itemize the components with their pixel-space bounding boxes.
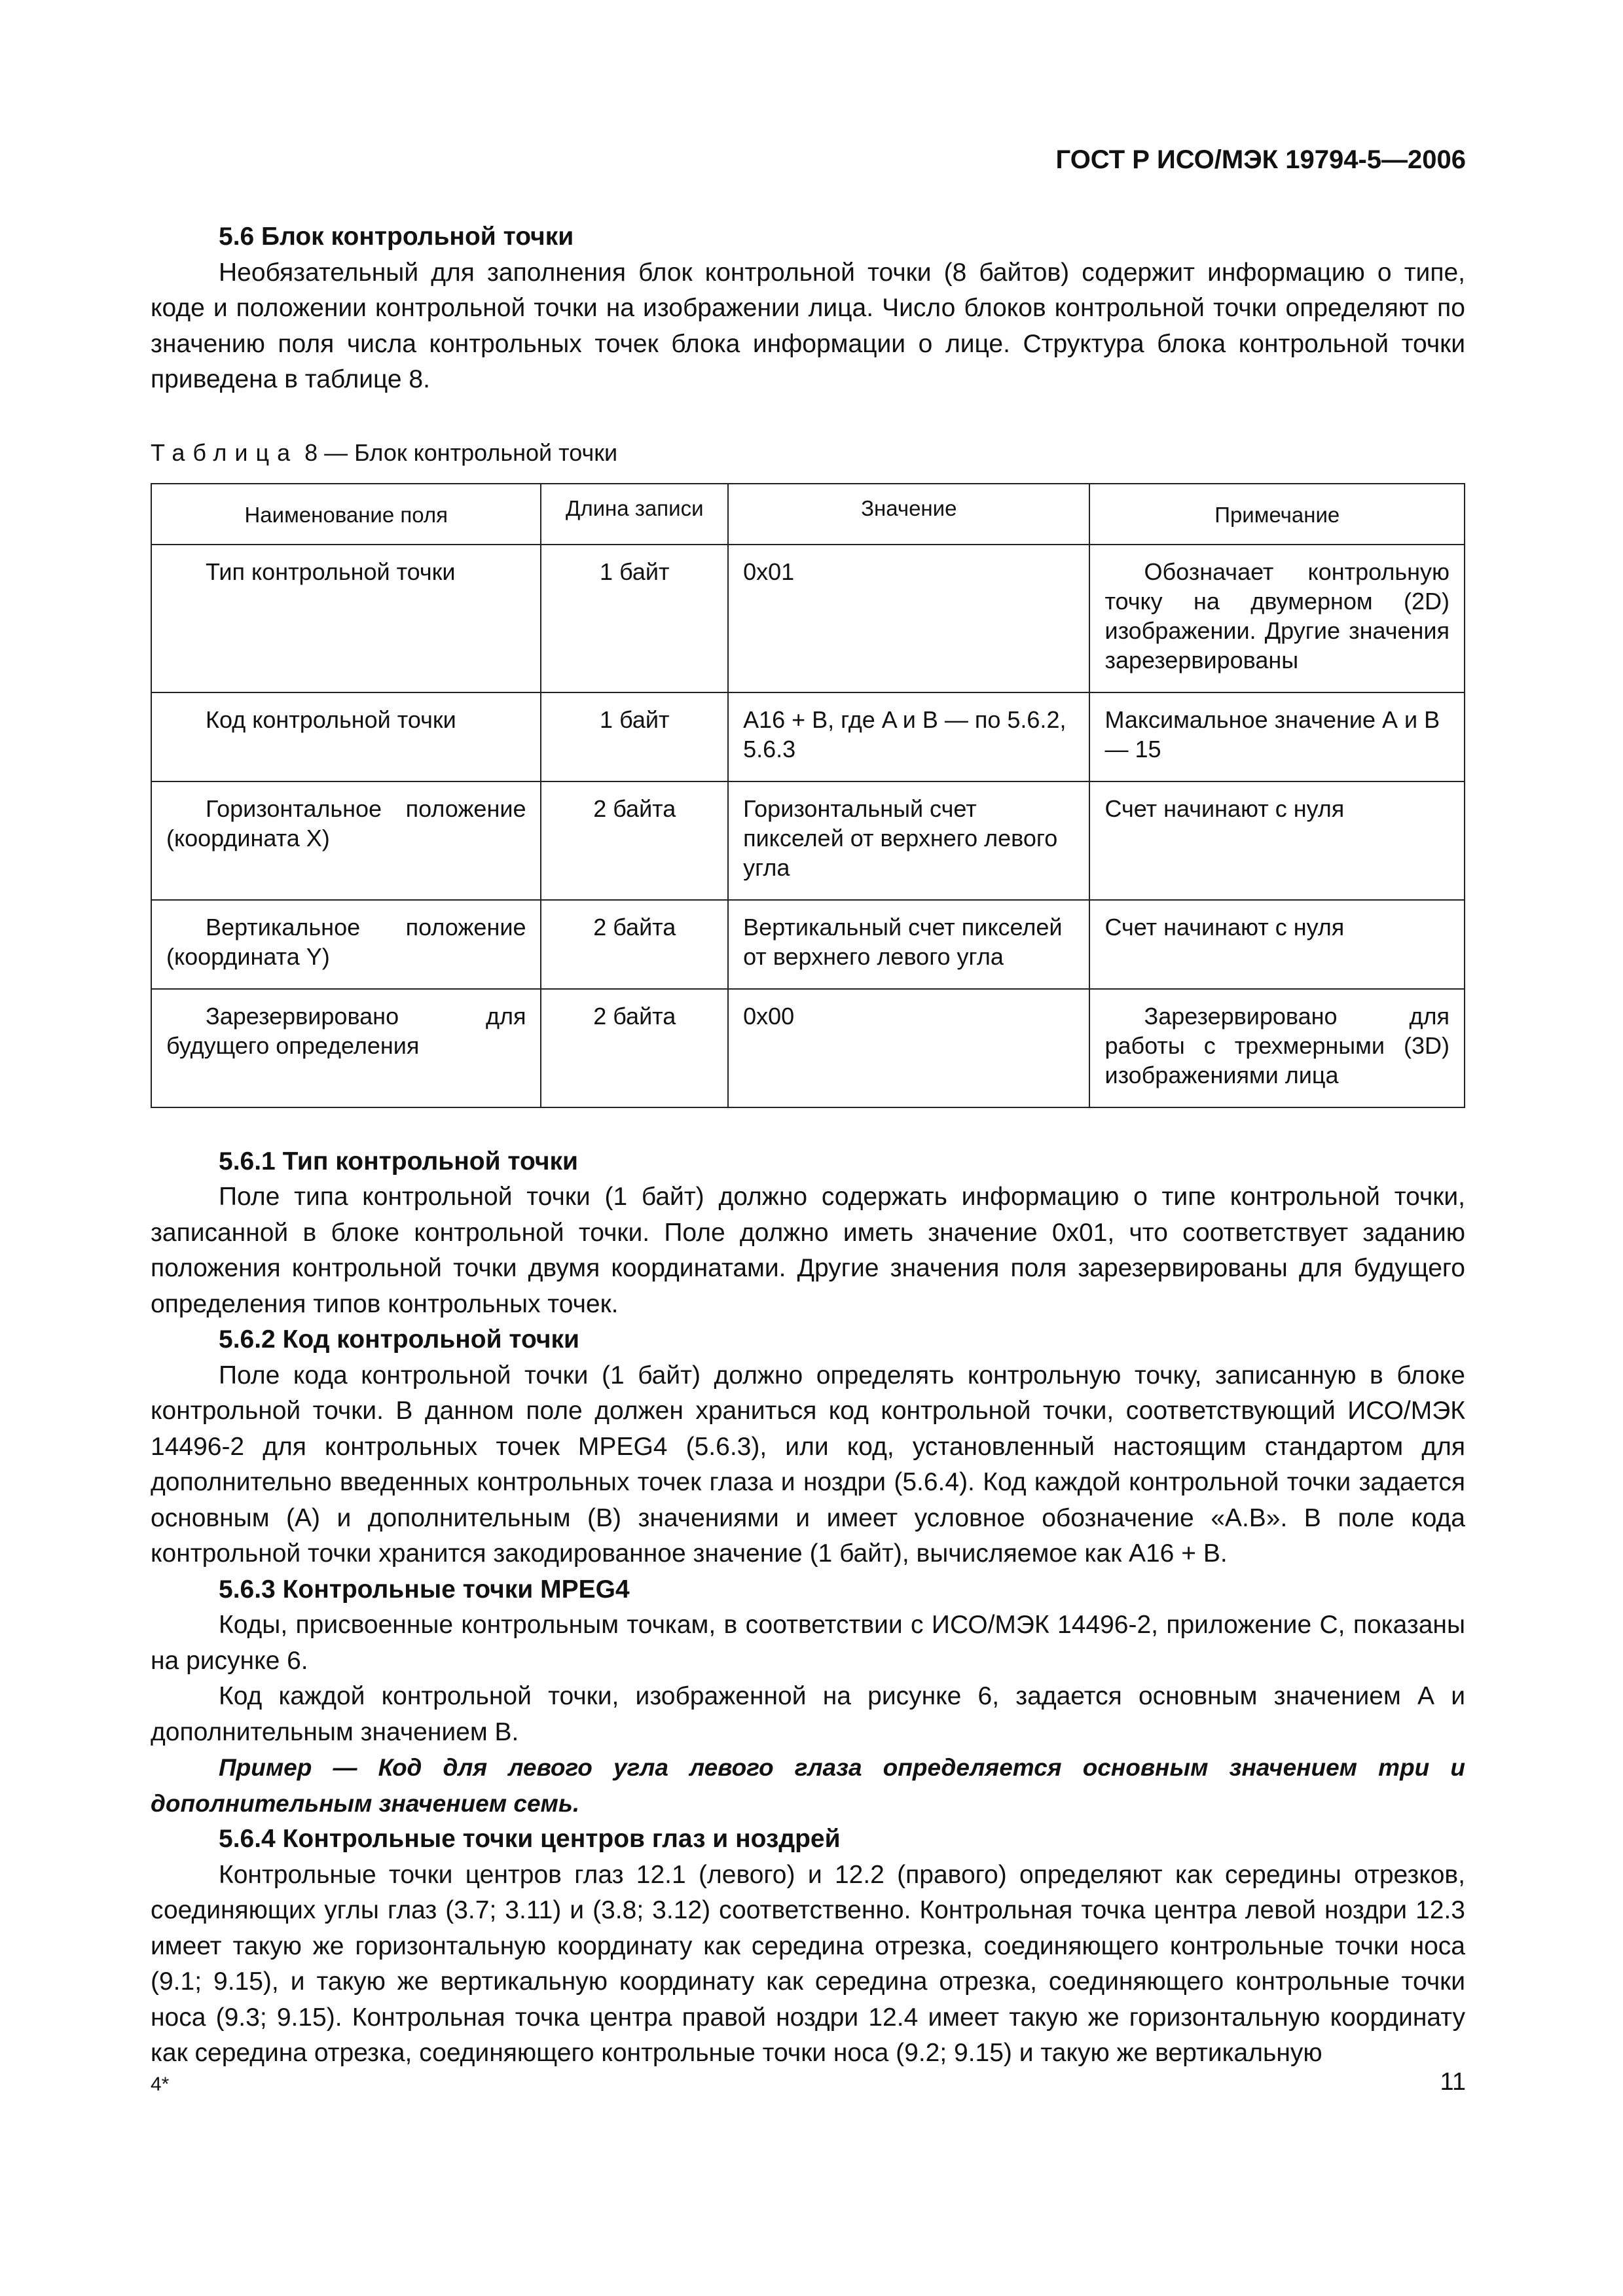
- cell-length: 1 байт: [541, 545, 728, 692]
- table-row: [151, 692, 1465, 781]
- section-5-6-4-text: Контрольные точки центров глаз 12.1 (левого) и 12.2 (правого) определяют как середины отрезков, соединяющих углы глаз (3.7; 3.11) и (3.8; 3.12) соответственно. Контрольная точка центра левой ноздри 12.3 имеет такую же горизонтальную координату как середина отрезка, соединяющего контрольные точки носа (9.1; 9.15), и такую же вертикальную координату как середина отрезка, соединяющего контрольные точки носа (9.3; 9.15). Контрольная точка центра правой ноздри 12.4 имеет такую же горизонтальную координату как середина отрезка, соединяющего контрольные точки носа (9.2; 9.15) и такую же вертикальную: [151, 1860, 1465, 2067]
- cell-note: Зарезервировано для работы с трехмерными (3D) изображениями лица: [1089, 989, 1465, 1107]
- section-5-6-3-example: Пример — Код для левого угла левого глаза определяется основным значением три и дополнительным значением семь.: [151, 1754, 1465, 1817]
- cell-field-name: Код контрольной точки: [151, 692, 541, 781]
- header-value: Значение: [728, 484, 1089, 544]
- cell-field-name: Горизонтальное положение (координата X): [151, 781, 541, 900]
- cell-field-name: Вертикальное положение (координата Y): [151, 900, 541, 989]
- cell-value: 0x01: [728, 545, 1089, 692]
- table-row: [151, 900, 1465, 989]
- table-row: [151, 989, 1465, 1107]
- header-length: Длина записи: [541, 484, 728, 544]
- table-header-row: [151, 484, 1465, 544]
- cell-value: A16 + B, где A и B — по 5.6.2, 5.6.3: [728, 692, 1089, 781]
- cell-length: 1 байт: [541, 692, 728, 781]
- section-5-6-3-title: 5.6.3 Контрольные точки MPEG4: [219, 1575, 630, 1604]
- cell-length: 2 байта: [541, 781, 728, 900]
- section-5-6-2-title: 5.6.2 Код контрольной точки: [219, 1325, 579, 1354]
- cell-note: Счет начинают с нуля: [1089, 900, 1465, 989]
- header-note: Примечание: [1089, 484, 1465, 544]
- table-8-caption: [151, 439, 1465, 467]
- section-5-6-1-title: 5.6.1 Тип контрольной точки: [219, 1147, 578, 1175]
- footer-sheet-mark: 4*: [151, 2073, 170, 2095]
- document-body: [151, 219, 1465, 2072]
- section-5-6-title: 5.6 Блок контрольной точки: [219, 223, 574, 251]
- section-5-6-text: Необязательный для заполнения блок контрольной точки (8 байтов) содержит информацию о типе, коде и положении контрольной точки на изображении лица. Число блоков контрольной точки определяют по значению поля числа контрольных точек блока информации о лице. Структура блока контрольной точки приведена в таблице 8.: [151, 258, 1465, 393]
- cell-length: 2 байта: [541, 989, 728, 1107]
- cell-field-name: Зарезервировано для будущего определения: [151, 989, 541, 1107]
- page-number: 11: [1440, 2068, 1466, 2096]
- section-5-6-3-text-2: Код каждой контрольной точки, изображенной на рисунке 6, задается основным значением А и дополнительным значением В.: [151, 1682, 1465, 1746]
- section-5-6-2-text: Поле кода контрольной точки (1 байт) должно определять контрольную точку, записанную в блоке контрольной точки. В данном поле должен храниться код контрольной точки, соответствующий ИСО/МЭК 14496-2 для контрольных точек MPEG4 (5.6.3), или код, установленный настоящим стандартом для дополнительно введенных контрольных точек глаза и ноздри (5.6.4). Код каждой контрольной точки задается основным (A) и дополнительным (B) значениями и имеет условное обозначение «A.B». В поле кода контрольной точки хранится закодированное значение (1 байт), вычисляемое как A16 + B.: [151, 1361, 1465, 1568]
- cell-value: Горизонтальный счет пикселей от верхнего левого угла: [728, 781, 1089, 900]
- cell-note: Счет начинают с нуля: [1089, 781, 1465, 900]
- section-5-6-1-text: Поле типа контрольной точки (1 байт) должно содержать информацию о типе контрольной точки, записанной в блоке контрольной точки. Поле должно иметь значение 0x01, что соответствует заданию положения контрольной точки двумя координатами. Другие значения поля зарезервированы для будущего определения типов контрольных точек.: [151, 1183, 1465, 1318]
- cell-note: Максимальное значение А и В — 15: [1089, 692, 1465, 781]
- header-field-name: Наименование поля: [151, 484, 541, 544]
- cell-value: 0x00: [728, 989, 1089, 1107]
- table-caption-rest: 8 — Блок контрольной точки: [298, 439, 618, 466]
- table-row: [151, 545, 1465, 692]
- section-5-6-3-text-1: Коды, присвоенные контрольным точкам, в соответствии с ИСО/МЭК 14496-2, приложение С, показаны на рисунке 6.: [151, 1611, 1465, 1675]
- table-8: [151, 483, 1465, 1108]
- cell-value: Вертикальный счет пикселей от верхнего левого угла: [728, 900, 1089, 989]
- table-row: [151, 781, 1465, 900]
- standard-code: ГОСТ Р ИСО/МЭК 19794-5—2006: [1055, 145, 1466, 174]
- table-caption-label: Таблица: [151, 439, 299, 466]
- section-5-6-4-title: 5.6.4 Контрольные точки центров глаз и ноздрей: [219, 1825, 841, 1853]
- cell-length: 2 байта: [541, 900, 728, 989]
- cell-note: Обозначает контрольную точку на двумерном (2D) изображении. Другие значения зарезервированы: [1089, 545, 1465, 692]
- cell-field-name: Тип контрольной точки: [151, 545, 541, 692]
